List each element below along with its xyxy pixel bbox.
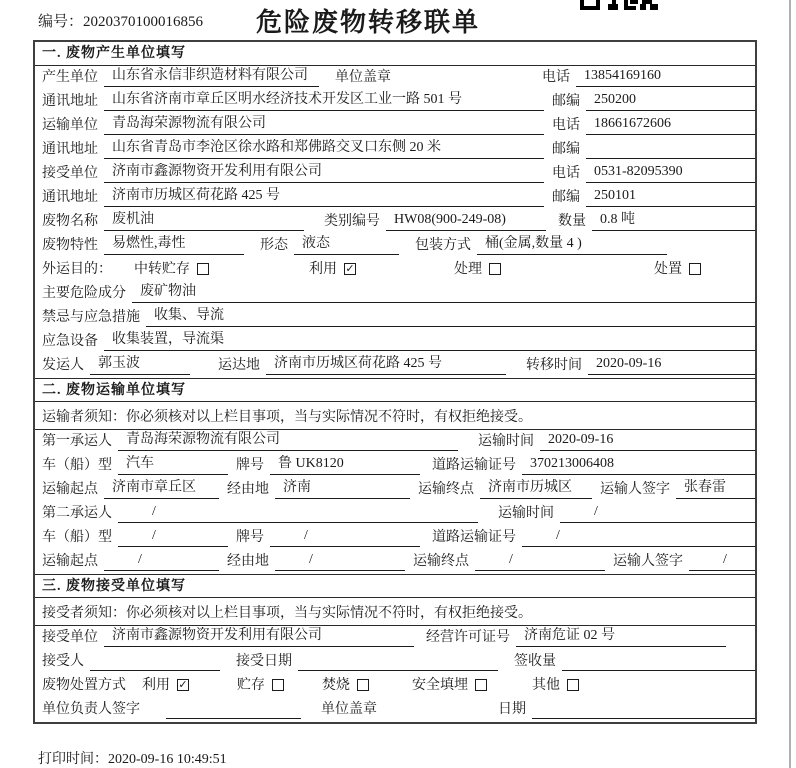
route-1-row	[35, 478, 755, 502]
purpose-transit-storage-checkbox-label: 中转贮存	[134, 262, 190, 277]
terminus-1-value: 济南市历城区	[480, 479, 592, 499]
waste-name-label: 废物名称	[42, 214, 98, 229]
disposal-incineration-checkbox-box	[357, 679, 369, 691]
emergency-equipment-row	[35, 330, 755, 354]
emergency-measures-label: 禁忌与应急措施	[42, 310, 140, 325]
vehicle-type-2-label: 车（船）型	[42, 530, 112, 545]
waste-name-value: 废机油	[104, 211, 304, 231]
vehicle-1-row	[35, 454, 755, 478]
origin-1-value: 济南市章丘区	[104, 479, 219, 499]
transporter-unit-value: 青岛海荣源物流有限公司	[104, 115, 544, 135]
terminus-2-label: 运输终点	[413, 554, 469, 569]
road-permit-2-label: 道路运输证号	[432, 530, 516, 545]
section-1-header: 一. 废物产生单位填写	[35, 42, 755, 66]
producer-phone-label: 电话	[542, 70, 570, 85]
purpose-treatment-checkbox-label: 处理	[454, 262, 482, 277]
hazardous-components-value: 废矿物油	[132, 283, 755, 303]
purpose-transit-storage-checkbox-box	[197, 263, 209, 275]
purpose-disposal-checkbox-box	[689, 263, 701, 275]
route-2-row	[35, 550, 755, 574]
serial-number-value: 2020370100016856	[83, 14, 204, 30]
producer-unit-value: 山东省永信非织造材料有限公司	[104, 67, 319, 87]
transfer-purpose-row	[35, 258, 755, 282]
qr-code-partial-icon	[580, 0, 658, 10]
destination-label: 运达地	[218, 358, 260, 373]
disposal-storage-checkbox-label: 贮存	[237, 678, 265, 693]
receiver-person-value	[90, 653, 220, 671]
receiver-unit-value: 济南市鑫源物资开发利用有限公司	[104, 163, 544, 183]
purpose-transit-storage-checkbox	[134, 261, 309, 279]
transfer-date-value: 2020-09-16	[588, 355, 755, 375]
transport-date-2-label: 运输时间	[498, 506, 554, 521]
receiver-address-label: 通讯地址	[42, 190, 98, 205]
disposal-incineration-checkbox-label: 焚烧	[322, 678, 350, 693]
responsible-signature-value	[166, 701, 301, 719]
plate-number-1-value: 鲁 UK8120	[270, 455, 420, 475]
plate-number-2-label: 牌号	[236, 530, 264, 545]
unit-seal-label: 单位盖章	[335, 70, 391, 85]
origin-1-label: 运输起点	[42, 482, 98, 497]
section-2-header: 二. 废物运输单位填写	[35, 378, 755, 402]
first-carrier-value: 青岛海荣源物流有限公司	[118, 431, 458, 451]
via-2-label: 经由地	[227, 554, 269, 569]
receiving-unit-row	[35, 626, 755, 650]
transporter-address-row	[35, 138, 755, 162]
emergency-equipment-value: 收集装置，导流渠	[104, 331, 755, 351]
receiver-person-row	[35, 650, 755, 674]
section-3-header: 三. 废物接受单位填写	[35, 574, 755, 598]
consignor-label: 发运人	[42, 358, 84, 373]
vehicle-2-row	[35, 526, 755, 550]
producer-address-value: 山东省济南市章丘区明水经济技术开发区工业一路 501 号	[104, 91, 544, 111]
road-permit-1-label: 道路运输证号	[432, 458, 516, 473]
vehicle-type-1-label: 车（船）型	[42, 458, 112, 473]
receiving-unit-value: 济南市鑫源物资开发利用有限公司	[104, 627, 414, 647]
plate-number-1-label: 牌号	[236, 458, 264, 473]
receiver-notice-row-text: 接受者须知：你必须核对以上栏目事项，当与实际情况不符时，有权拒绝接受。	[42, 605, 532, 621]
origin-2-value: /	[104, 551, 219, 571]
producer-unit-label: 产生单位	[42, 70, 98, 85]
destination-value: 济南市历城区荷花路 425 号	[266, 355, 506, 375]
transporter-phone-label: 电话	[552, 118, 580, 133]
page-edge-line	[789, 0, 791, 768]
waste-name-row	[35, 210, 755, 234]
waste-characteristics-label: 废物特性	[42, 238, 98, 253]
license-number-value: 济南危证 02 号	[516, 627, 726, 647]
emergency-measures-row	[35, 306, 755, 330]
receiver-person-label: 接受人	[42, 654, 84, 669]
purpose-treatment-checkbox-box	[489, 263, 501, 275]
transport-date-2-value: /	[560, 503, 755, 523]
via-2-value: /	[275, 551, 405, 571]
transporter-postcode-label: 邮编	[552, 142, 580, 157]
second-carrier-value: /	[118, 503, 478, 523]
disposal-method-row	[35, 674, 755, 698]
producer-address-row	[35, 90, 755, 114]
date-value	[532, 701, 755, 719]
physical-form-label: 形态	[260, 238, 288, 253]
producer-phone-value: 13854169160	[576, 67, 755, 87]
plate-number-2-value: /	[270, 527, 420, 547]
responsible-signature-row	[35, 698, 755, 722]
terminus-2-value: /	[475, 551, 605, 571]
emergency-measures-value: 收集、导流	[146, 307, 755, 327]
producer-postcode-label: 邮编	[552, 94, 580, 109]
disposal-landfill-checkbox-label: 安全填埋	[412, 678, 468, 693]
disposal-landfill-checkbox	[412, 677, 532, 695]
responsible-signature-label: 单位负责人签字	[42, 702, 140, 717]
disposal-other-checkbox	[532, 677, 579, 695]
receiver-postcode-value: 250101	[586, 187, 755, 207]
producer-postcode-value: 250200	[586, 91, 755, 111]
license-number-label: 经营许可证号	[426, 630, 510, 645]
road-permit-2-value: /	[522, 527, 755, 547]
producer-unit-row	[35, 66, 755, 90]
disposal-method-label: 废物处置方式	[42, 678, 126, 693]
transporter-notice-row-text: 运输者须知：你必须核对以上栏目事项，当与实际情况不符时，有权拒绝接受。	[42, 409, 532, 425]
waste-characteristics-row	[35, 234, 755, 258]
receiver-unit-label: 接受单位	[42, 166, 98, 181]
page-title: 危险废物转移联单	[255, 8, 480, 37]
receiving-unit-label: 接受单位	[42, 630, 98, 645]
producer-address-label: 通讯地址	[42, 94, 98, 109]
print-time-label: 打印时间：	[38, 752, 108, 767]
purpose-utilization-checkbox-box: ✓	[345, 262, 355, 275]
received-quantity-value	[562, 653, 755, 671]
vehicle-type-1-value: 汽车	[118, 455, 228, 475]
transporter-phone-value: 18661672606	[586, 115, 755, 135]
category-code-label: 类别编号	[324, 214, 380, 229]
purpose-utilization-checkbox	[309, 261, 454, 279]
print-time-value: 2020-09-16 10:49:51	[108, 752, 227, 767]
hazardous-components-label: 主要危险成分	[42, 286, 126, 301]
receive-date-value	[298, 653, 498, 671]
date-label: 日期	[498, 702, 526, 717]
waste-characteristics-value: 易燃性,毒性	[104, 235, 244, 255]
second-carrier-label: 第二承运人	[42, 506, 112, 521]
transporter-notice-row	[35, 402, 755, 430]
disposal-utilization-checkbox	[142, 677, 237, 695]
receiver-postcode-label: 邮编	[552, 190, 580, 205]
road-permit-1-value: 370213006408	[522, 455, 755, 475]
purpose-disposal-checkbox	[654, 261, 701, 279]
transporter-address-label: 通讯地址	[42, 142, 98, 157]
transporter-address-value: 山东省青岛市李沧区徐水路和郑佛路交叉口东侧 20 米	[104, 139, 544, 159]
quantity-value: 0.8 吨	[592, 211, 755, 231]
transport-date-1-label: 运输时间	[478, 434, 534, 449]
purpose-disposal-checkbox-label: 处置	[654, 262, 682, 277]
disposal-other-checkbox-label: 其他	[532, 678, 560, 693]
receiver-notice-row	[35, 598, 755, 626]
carrier-signature-1-label: 运输人签字	[600, 482, 670, 497]
carrier-signature-2-value: /	[689, 551, 755, 571]
origin-2-label: 运输起点	[42, 554, 98, 569]
disposal-utilization-checkbox-label: 利用	[142, 678, 170, 693]
purpose-utilization-checkbox-label: 利用	[309, 262, 337, 277]
transfer-purpose-label: 外运目的：	[42, 262, 112, 277]
vehicle-type-2-value: /	[118, 527, 228, 547]
packaging-label: 包装方式	[415, 238, 471, 253]
receive-date-label: 接受日期	[236, 654, 292, 669]
physical-form-value: 液态	[294, 235, 399, 255]
second-carrier-row	[35, 502, 755, 526]
transport-date-1-value: 2020-09-16	[540, 431, 755, 451]
transporter-unit-row	[35, 114, 755, 138]
receiver-address-row	[35, 186, 755, 210]
disposal-utilization-checkbox-box: ✓	[178, 678, 188, 691]
receiver-unit-seal-label: 单位盖章	[321, 702, 377, 717]
serial-number-label: 编号：	[38, 14, 84, 30]
receiver-phone-label: 电话	[552, 166, 580, 181]
hazardous-components-row	[35, 282, 755, 306]
purpose-treatment-checkbox	[454, 261, 654, 279]
consignor-value: 郭玉波	[90, 355, 190, 375]
transporter-unit-label: 运输单位	[42, 118, 98, 133]
transporter-postcode-value	[586, 141, 755, 159]
disposal-incineration-checkbox	[322, 677, 412, 695]
form-table	[33, 40, 757, 724]
via-1-label: 经由地	[227, 482, 269, 497]
disposal-landfill-checkbox-box	[475, 679, 487, 691]
carrier-signature-2-label: 运输人签字	[613, 554, 683, 569]
first-carrier-row	[35, 430, 755, 454]
category-code-value: HW08(900-249-08)	[386, 211, 546, 231]
disposal-storage-checkbox-box	[272, 679, 284, 691]
receiver-unit-row	[35, 162, 755, 186]
print-time-line	[38, 748, 227, 768]
first-carrier-label: 第一承运人	[42, 434, 112, 449]
packaging-value: 桶(金属,数量 4 )	[477, 235, 667, 255]
receiver-phone-value: 0531-82095390	[586, 163, 755, 183]
terminus-1-label: 运输终点	[418, 482, 474, 497]
carrier-signature-1-value: 张春雷	[676, 479, 755, 499]
consignor-row	[35, 354, 755, 378]
disposal-storage-checkbox	[237, 677, 322, 695]
disposal-other-checkbox-box	[567, 679, 579, 691]
receiver-address-value: 济南市历城区荷花路 425 号	[104, 187, 544, 207]
via-1-value: 济南	[275, 479, 410, 499]
emergency-equipment-label: 应急设备	[42, 334, 98, 349]
transfer-date-label: 转移时间	[526, 358, 582, 373]
quantity-label: 数量	[558, 214, 586, 229]
received-quantity-label: 签收量	[514, 654, 556, 669]
